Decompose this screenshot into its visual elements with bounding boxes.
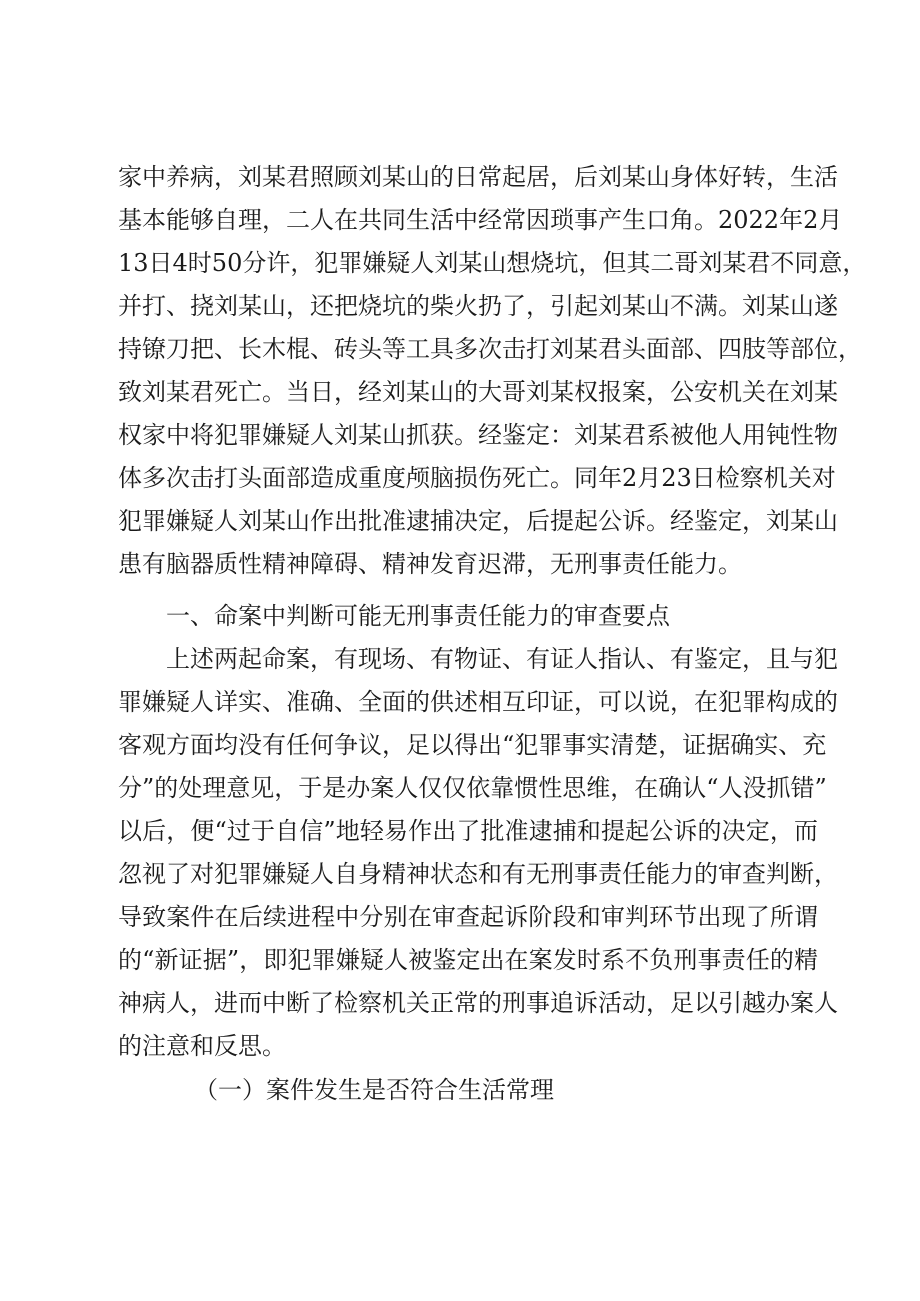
text-line: 基本能够自理，二人在共同生活中经常因琐事产生口角。2022年2月 bbox=[118, 206, 843, 234]
paragraph-case-facts bbox=[118, 156, 867, 586]
text-line: 并打、挠刘某山，还把烧坑的柴火扔了，引起刘某山不满。刘某山遂 bbox=[118, 292, 838, 320]
text-line: 致刘某君死亡。当日，经刘某山的大哥刘某权报案，公安机关在刘某 bbox=[118, 378, 838, 406]
text-line: 13日4时50分许，犯罪嫌疑人刘某山想烧坑，但其二哥刘某君不同意， bbox=[118, 249, 867, 277]
text-line: 的注意和反思。 bbox=[118, 1032, 286, 1060]
paragraph-analysis bbox=[118, 638, 838, 1068]
text-line: 体多次击打头面部造成重度颅脑损伤死亡。同年2月23日检察机关对 bbox=[118, 464, 836, 492]
text-line: 的“新证据”，即犯罪嫌疑人被鉴定出在案发时系不负刑事责任的精 bbox=[118, 946, 818, 974]
text-line: 罪嫌疑人详实、准确、全面的供述相互印证，可以说，在犯罪构成的 bbox=[118, 688, 838, 716]
subsection-heading: （一）案件发生是否符合生活常理 bbox=[194, 1076, 554, 1104]
text-line: 分”的处理意见，于是办案人仅仅依靠惯性思维，在确认“人没抓错” bbox=[118, 774, 827, 802]
section-heading: 一、命案中判断可能无刑事责任能力的审查要点 bbox=[166, 602, 670, 630]
text-line: 客观方面均没有任何争议，足以得出“犯罪事实清楚，证据确实、充 bbox=[118, 731, 827, 759]
text-line: 忽视了对犯罪嫌疑人自身精神状态和有无刑事责任能力的审查判断， bbox=[118, 860, 838, 888]
text-line: 权家中将犯罪嫌疑人刘某山抓获。经鉴定：刘某君系被他人用钝性物 bbox=[118, 421, 838, 449]
text-line: 家中养病，刘某君照顾刘某山的日常起居，后刘某山身体好转，生活 bbox=[118, 163, 838, 191]
text-line: 犯罪嫌疑人刘某山作出批准逮捕决定，后提起公诉。经鉴定，刘某山 bbox=[118, 507, 838, 535]
text-line: 上述两起命案，有现场、有物证、有证人指认、有鉴定，且与犯 bbox=[166, 645, 838, 673]
text-line: 神病人，进而中断了检察机关正常的刑事追诉活动，足以引越办案人 bbox=[118, 989, 838, 1017]
text-line: 患有脑器质性精神障碍、精神发育迟滞，无刑事责任能力。 bbox=[118, 550, 742, 578]
text-line: 以后，便“过于自信”地轻易作出了批准逮捕和提起公诉的决定，而 bbox=[118, 817, 818, 845]
text-line: 持镣刀把、长木棍、砖头等工具多次击打刘某君头面部、四肢等部位， bbox=[118, 335, 862, 363]
text-line: 导致案件在后续进程中分别在审查起诉阶段和审判环节出现了所谓 bbox=[118, 903, 818, 931]
